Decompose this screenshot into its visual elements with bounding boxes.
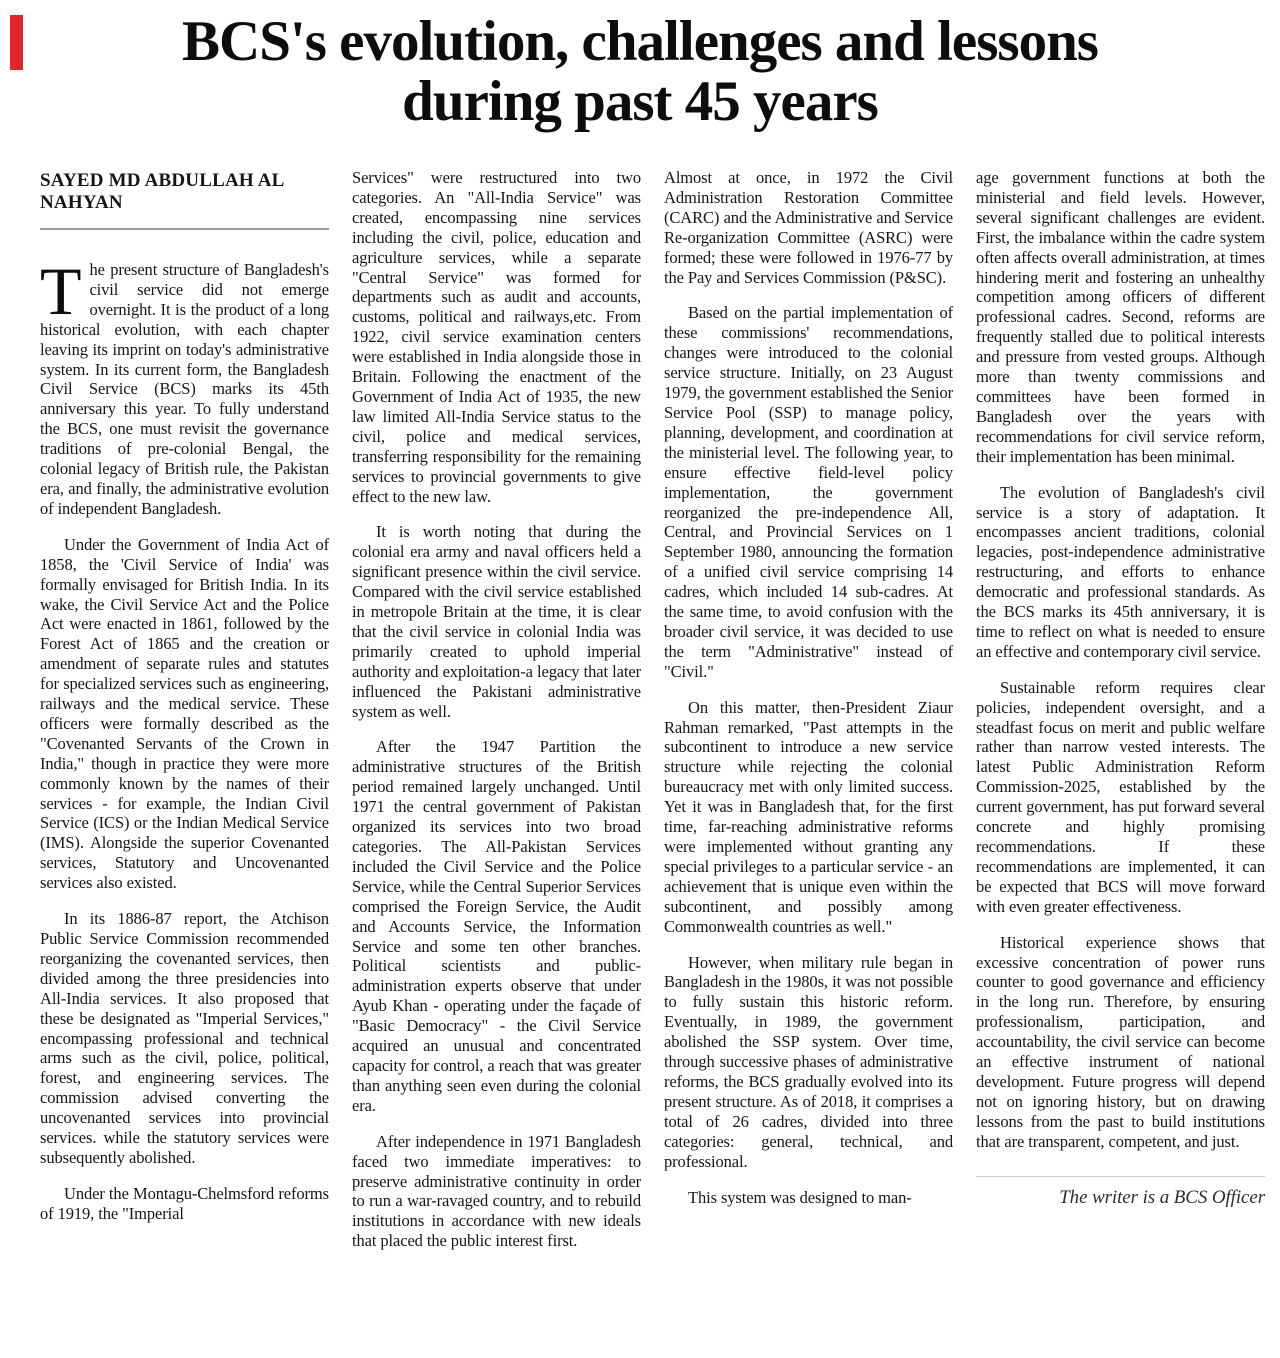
article-paragraph: This system was designed to man- bbox=[688, 1187, 912, 1207]
article-paragraph: After independence in 1971 Bangladesh faced two immediate imperatives: to preserve administrative continuity in order to run a war-ravaged country, and to rebuild institutions in accordance with new ideals that placed the public interest first. bbox=[352, 1131, 641, 1251]
column-paragraphs bbox=[976, 168, 1265, 1152]
article-paragraph: Under the Montagu-Chelmsford reforms of 1919, the "Imperial bbox=[40, 1183, 329, 1223]
article-paragraph: It is worth noting that during the colonial era army and naval officers held a significant presence within the civil service. Compared with the civil service established in metropole Britain at the time, it is clear that the civil service in colonial India was primarily created to uphold imperial authority and exploitation-a legacy that later influenced the Pakistani administrative system as well. bbox=[352, 522, 641, 721]
byline-rule bbox=[40, 228, 329, 230]
article-paragraph: The evolution of Bangladesh's civil service is a story of adaptation. It encompasses ancient traditions, colonial legacies, post-independence administrative restructuring, and efforts to enhance democratic and professional standards. As the BCS marks its 45th anniversary, it is time to reflect on what is needed to ensure an effective and contemporary civil service. bbox=[976, 482, 1265, 661]
article-paragraph: After the 1947 Partition the administrative structures of the British period remained largely unchanged. Until 1971 the central government of Pakistan organized its services into two broad categories. The All-Pakistan Services included the Civil Service and the Police Service, while the Central Superior Services comprised the Foreign Service, the Audit and Accounts Service, the Information Service and some ten other branches. Political scientists and public-administration experts observe that under Ayub Khan - operating under the façade of "Basic Democracy" - the Civil Service acquired an unusual and concentrated capacity for control, a reach that was greater than anything seen even during the colonial era. bbox=[352, 737, 641, 1115]
article-paragraph: Almost at once, in 1972 the Civil Administration Restoration Committee (CARC) and the Administrative and Service Re-organization Committee (ASRC) were formed; these were followed in 1976-77 by the Pay and Services Commission (P&SC). bbox=[664, 168, 953, 287]
article-paragraph: Under the Government of India Act of 1858, the 'Civil Service of India' was formally envisaged for British India. In its wake, the Civil Service Act and the Police Act were enacted in 1861, followed by the Forest Act of 1865 and the creation or amendment of separate rules and statutes for specialized services such as engineering, railways and the medical service. These officers were formally described as the "Covenanted Servants of the Crown in India," though in practice they were more commonly known by the names of their services - for example, the Indian Civil Service (ICS) or the Indian Medical Service (IMS). Alongside the superior Covenanted services, Statutory and Uncovenanted services also existed. bbox=[40, 534, 329, 893]
article-paragraph: In its 1886-87 report, the Atchison Public Service Commission recommended reorganizing the covenanted services, then divided among the three presidencies into All-India services. It also proposed that these be designated as "Imperial Services," encompassing professional and technical arms such as the civil, police, political, forest, and engineering services. The commission advised converting the uncovenanted services into provincial services. while the statutory services were subsequently abolished. bbox=[40, 909, 329, 1167]
article-paragraph: Historical experience shows that excessive concentration of power runs counter to good governance and efficiency in the long run. Therefore, by ensuring professionalism, participation, and accountability, the civil service can become an effective instrument of national development. Future progress will depend not on ignoring history, but on drawing lessons from the past to build institutions that are transparent, competent, and just. bbox=[976, 932, 1265, 1151]
article-paragraph: However, when military rule began in Bangladesh in the 1980s, it was not possible to fully sustain this historic reform. Eventually, in 1989, the government abolished the SSP system. Over time, through successive phases of administrative reforms, the BCS gradually evolved into its present structure. As of 2018, it comprises a total of 26 cadres, divided into three categories: general, technical, and professional. bbox=[664, 952, 953, 1171]
article-paragraph: The present structure of Bangladesh's civil service did not emerge overnight. It is the product of a long historical evolution, with each chapter leaving its imprint on today's administrative system. In its current form, the Bangladesh Civil Service (BCS) marks its 45th anniversary this year. To fully understand the BCS, one must revisit the governance traditions of pre-colonial Bengal, the colonial legacy of British rule, the Pakistan era, and finally, the administrative evolution of independent Bangladesh. bbox=[40, 253, 329, 518]
drop-cap: T bbox=[40, 253, 82, 329]
article-paragraph: Sustainable reform requires clear policies, independent oversight, and a steadfast focus on merit and public welfare rather than narrow vested interests. The latest Public Administration Reform Commission-2025, established by the current government, has put forward several concrete and highly promising recommendations. If these recommendations are implemented, it can be expected that BCS will move forward with even greater effectiveness. bbox=[976, 677, 1265, 916]
writer-credit: The writer is a BCS Officer bbox=[1059, 1186, 1265, 1208]
column-paragraphs bbox=[40, 253, 329, 1224]
article-column-1 bbox=[40, 168, 329, 1267]
article-column-4 bbox=[976, 168, 1265, 1267]
credit-rule bbox=[976, 1176, 1265, 1177]
red-accent-bar bbox=[10, 15, 23, 70]
article-paragraph: Services" were restructured into two categories. An "All-India Service" was created, encompassing nine services including the civil, police, education and agriculture services, while a separate "Central Service" was formed for departments such as audit and accounts, customs, political and railways,etc. From 1922, civil service examination centers were established in India alongside those in Britain. Following the enactment of the Government of India Act of 1935, the new law limited All-India Service status to the civil, police and medical services, transferring responsibility for the remaining services to provincial governments to give effect to the new law. bbox=[352, 168, 641, 506]
column-paragraphs bbox=[664, 168, 953, 1207]
page-title: BCS's evolution, challenges and lessons during past 45 years bbox=[182, 10, 1098, 133]
article-column-3 bbox=[664, 168, 953, 1267]
article-paragraph: On this matter, then-President Ziaur Rahman remarked, "Past attempts in the subcontinent to introduce a new service structure while rejecting the colonial bureaucracy met with only limited success. Yet it was in Bangladesh that, for the first time, far-reaching administrative reforms were implemented without granting any special privileges to a particular service - an achievement that is unique even within the subcontinent, and possibly among Commonwealth countries as well." bbox=[664, 697, 953, 936]
article-column-2 bbox=[352, 168, 641, 1267]
article-columns bbox=[0, 132, 1280, 1267]
byline: SAYED MD ABDULLAH AL NAHYAN bbox=[40, 170, 284, 213]
column-paragraphs bbox=[352, 168, 641, 1251]
article-paragraph: Based on the partial implementation of these commissions' recommendations, changes were introduced to the colonial service structure. Initially, on 23 August 1979, the government established the Senior Service Pool (SSP) to manage policy, planning, development, and coordination at the ministerial level. The following year, to ensure effective field-level policy implementation, the government reorganized the pre-independence All, Central, and Provincial Services on 1 September 1980, announcing the formation of a unified civil service comprising 14 cadres, which included 14 sub-cadres. At the same time, to avoid confusion with the broader civil service, it was decided to use the term "Administrative" instead of "Civil." bbox=[664, 303, 953, 681]
article-paragraph: age government functions at both the ministerial and field levels. However, several significant challenges are evident. First, the imbalance within the cadre system often affects overall administration, at times hindering merit and fostering an unhealthy competition among officers of different professional cadres. Second, reforms are frequently stalled due to political interests and pressure from vested groups. Although more than twenty commissions and committees have been formed in Bangladesh over the years with recommendations for civil service reform, their implementation has been minimal. bbox=[976, 168, 1265, 466]
